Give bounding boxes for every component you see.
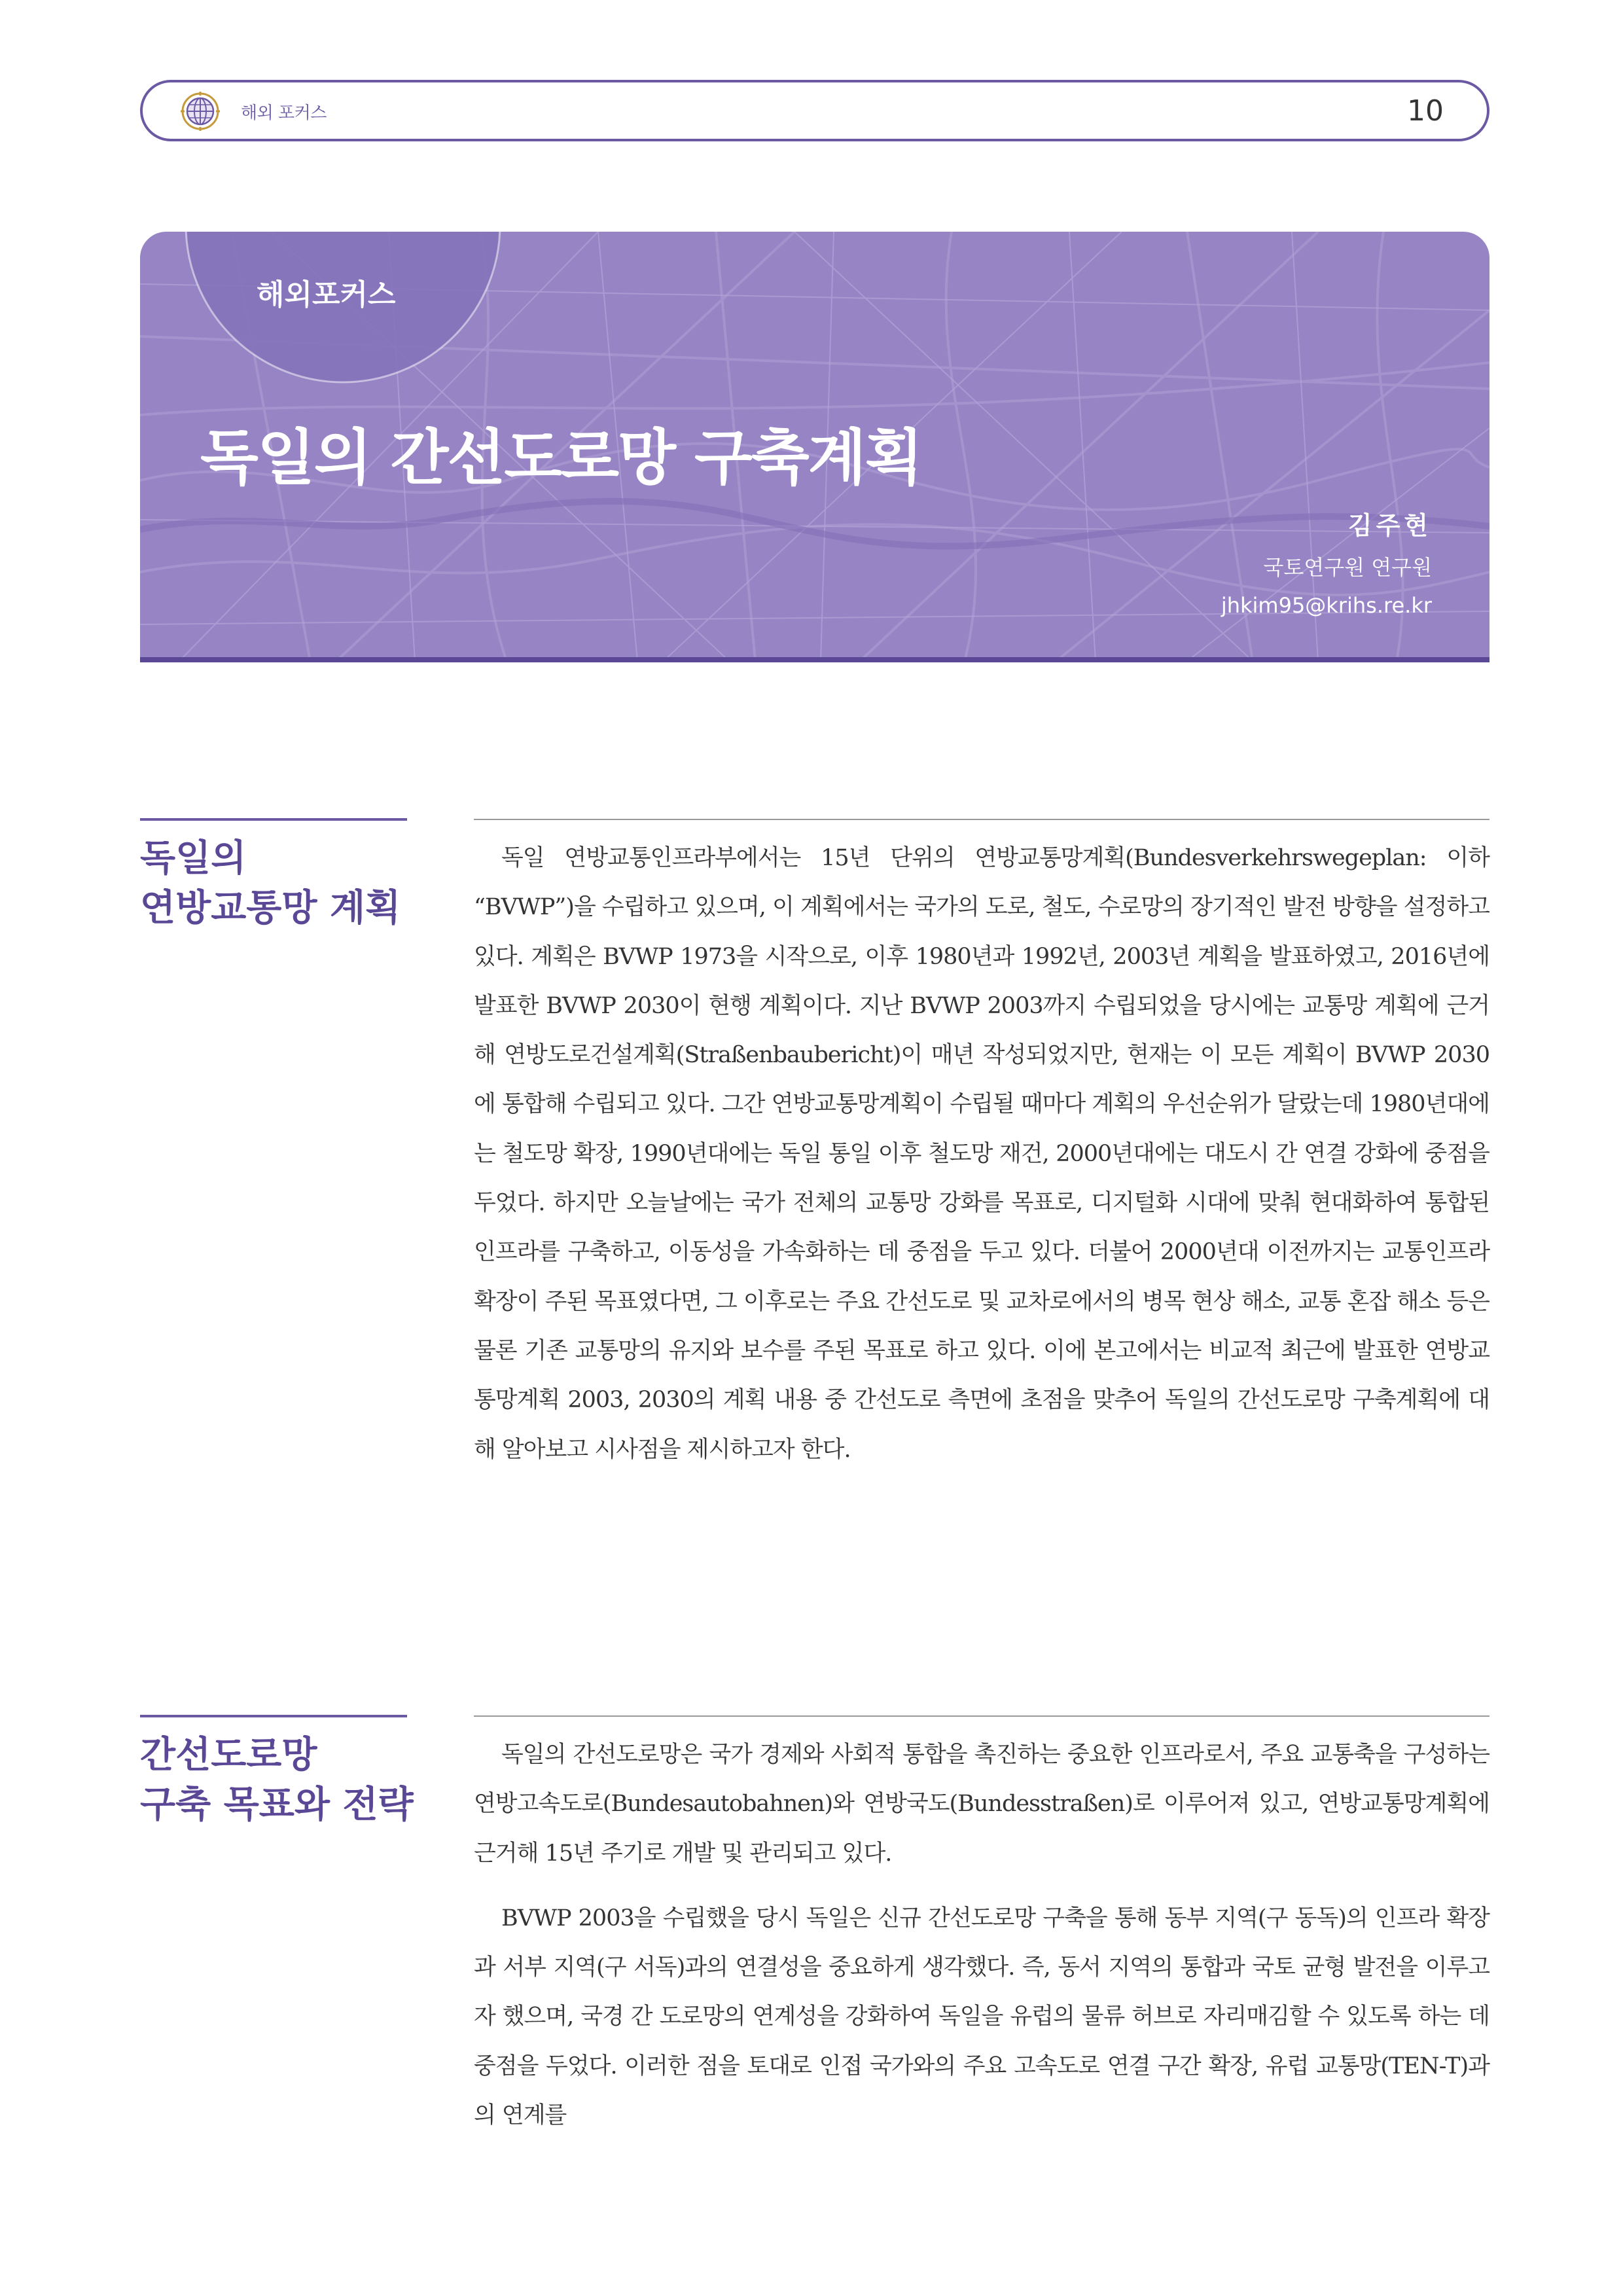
paragraph: 독일 연방교통인프라부에서는 15년 단위의 연방교통망계획(Bundesverkehrswegeplan: 이하 “BVWP”)을 수립하고 있으며, 이 계획에서는 국가의 도로, 철도, 수로망의 장기적인 발전 방향을 설정하고 있다. 계획은 BVWP 1973을 시작으로, 이후 1980년과 1992년, 2003년 계획을 발표하였고, 2016년에 발표한 BVWP 2030이 현행 계획이다. 지난 BVWP 2003까지 수립되었을 당시에는 교통망 계획에 근거해 연방도로건설계획(Straßenbaubericht)이 매년 작성되었지만, 현재는 이 모든 계획이 BVWP 2030에 통합해 수립되고 있다. 그간 연방교통망계획이 수립될 때마다 계획의 우선순위가 달랐는데 1980년대에는 철도망 확장, 1990년대에는 독일 통일 이후 철도망 재건, 2000년대에는 대도시 간 연결 강화에 중점을 두었다. 하지만 오늘날에는 국가 전체의 교통망 강화를 목표로, 디지털화 시대에 맞춰 현대화하여 통합된 인프라를 구축하고, 이동성을 가속화하는 데 중점을 두고 있다. 더불어 2000년대 이전까지는 교통인프라 확장이 주된 목표였다면, 그 이후로는 주요 간선도로 및 교차로에서의 병목 현상 해소, 교통 혼잡 해소 등은 물론 기존 교통망의 유지와 보수를 주된 목표로 하고 있다. 이에 본고에서는 비교적 최근에 발표한 연방교통망계획 2003, 2030의 계획 내용 중 간선도로 측면에 초점을 맞추어 독일의 간선도로망 구축계획에 대해 알아보고 시사점을 제시하고자 한다. xyxy=(474,845,1489,1463)
body-rule xyxy=(474,819,1489,820)
article-title: 독일의 간선도로망 구축계획 xyxy=(200,423,922,493)
author-affiliation: 국토연구원 연구원 xyxy=(1263,555,1432,580)
section-heading-line: 독일의 xyxy=(140,837,247,880)
globe-icon xyxy=(179,90,221,132)
title-banner xyxy=(140,232,1489,661)
author-email: jhkim95@krihs.re.kr xyxy=(1221,593,1432,618)
page-number: 10 xyxy=(1407,94,1444,128)
body-rule xyxy=(474,1715,1489,1717)
section-heading-line: 구축 목표와 전략 xyxy=(140,1784,414,1826)
section-heading xyxy=(140,834,401,933)
section-heading-line: 연방교통망 계획 xyxy=(140,887,401,929)
section-heading xyxy=(140,1731,414,1830)
section-body xyxy=(474,834,1489,1475)
author-name: 김주현 xyxy=(1347,511,1432,540)
paragraph: 독일의 간선도로망은 국가 경제와 사회적 통합을 촉진하는 중요한 인프라로서, 주요 교통축을 구성하는 연방고속도로(Bundesautobahnen)와 연방국도(Bundesstraßen)로 이루어져 있고, 연방교통망계획에 근거해 15년 주기로 개발 및 관리되고 있다. xyxy=(474,1742,1489,1867)
running-header xyxy=(140,80,1489,141)
section-body xyxy=(474,1731,1489,2140)
section-tab-label: 해외포커스 xyxy=(257,278,396,312)
section-rule xyxy=(140,1715,407,1717)
banner-divider xyxy=(140,657,1489,662)
paragraph: BVWP 2003을 수립했을 당시 독일은 신규 간선도로망 구축을 통해 동부 지역(구 동독)의 인프라 확장과 서부 지역(구 서독)과의 연결성을 중요하게 생각했다. 즉, 동서 지역의 통합과 국토 균형 발전을 이루고자 했으며, 국경 간 도로망의 연계성을 강화하여 독일을 유럽의 물류 허브로 자리매김할 수 있도록 하는 데 중점을 두었다. 이러한 점을 토대로 인접 국가와의 주요 고속도로 연결 구간 확장, 유럽 교통망(TEN-T)과의 연계를 xyxy=(474,1905,1489,2129)
series-label: 해외 포커스 xyxy=(241,103,327,123)
section-heading-line: 간선도로망 xyxy=(140,1734,317,1776)
section-rule xyxy=(140,818,407,821)
